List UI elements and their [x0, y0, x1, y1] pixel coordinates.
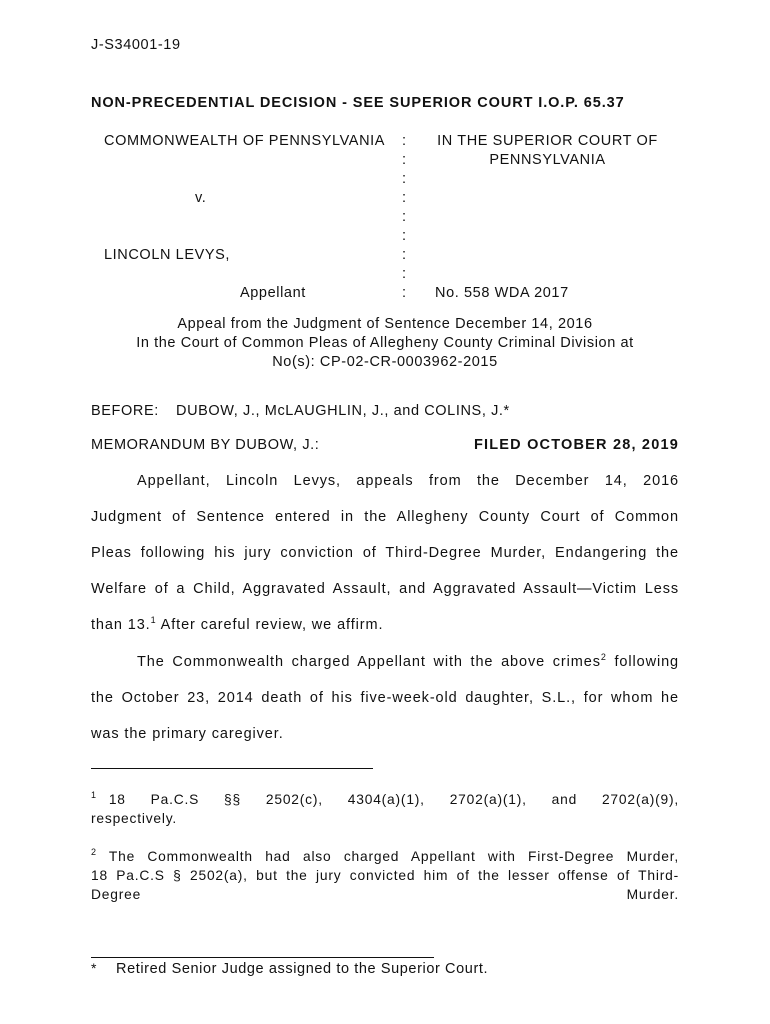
paragraph-line: Judgment of Sentence entered in the Allegheny County Court of Common [91, 509, 679, 525]
caption-defendant-role: Appellant [240, 285, 306, 301]
before-label: BEFORE: [91, 403, 159, 419]
non-precedential-notice: NON-PRECEDENTIAL DECISION - SEE SUPERIOR COURT I.O.P. 65.37 [91, 95, 625, 111]
memorandum-author: MEMORANDUM BY DUBOW, J.: [91, 437, 320, 453]
caption-docket-number: No. 558 WDA 2017 [435, 285, 569, 301]
docket-code: J-S34001-19 [91, 37, 181, 53]
paragraph-line: Appellant, Lincoln Levys, appeals from the December 14, 2016 [137, 473, 679, 489]
asterisk-mark: * [91, 960, 97, 976]
footnote-mark-2: 2 [91, 847, 97, 857]
caption-defendant: LINCOLN LEVYS, [104, 247, 231, 263]
footnote-line: $^2$ The Commonwealth had also charged Appellant with First-Degree Murder, [91, 847, 679, 864]
paragraph-line: than 13.$^1$ After careful review, we affirm. [91, 615, 384, 633]
caption-party-commonwealth: COMMONWEALTH OF PENNSYLVANIA [104, 133, 386, 149]
paragraph-line: the October 23, 2014 death of his five-week-old daughter, S.L., for whom he [91, 690, 679, 706]
paragraph-line: The Commonwealth charged Appellant with the above crimes$^2$ following [137, 652, 679, 670]
appeal-line-3: No(s): CP-02-CR-0003962-2015 [272, 354, 498, 370]
footnote-line: 18 Pa.C.S § 2502(a), but the jury convicted him of the lesser offense of Third- [91, 868, 679, 883]
appeal-line-1: Appeal from the Judgment of Sentence December 14, 2016 [177, 316, 593, 332]
paragraph-line: was the primary caregiver. [91, 726, 284, 742]
appeal-line-2: In the Court of Common Pleas of Allegheny County Criminal Division at [136, 335, 634, 351]
footnote-line: $^1$ 18 Pa.C.S §§ 2502(c), 4304(a)(1), 2702(a)(1), and 2702(a)(9), [91, 790, 679, 807]
judge-note-text: Retired Senior Judge assigned to the Superior Court. [116, 961, 489, 977]
footnote-divider [91, 768, 373, 769]
paragraph-line: Pleas following his jury conviction of Third-Degree Murder, Endangering the [91, 545, 679, 561]
caption-court-line1: IN THE SUPERIOR COURT OF [437, 133, 658, 149]
footnote-mark-1: 1 [91, 790, 97, 800]
document-page: J-S34001-19 NON-PRECEDENTIAL DECISION - SEE SUPERIOR COURT I.O.P. 65.37 COMMONWEALTH OF PENNSYLVANIA v. LINCOLN LEVYS, Appellant : : : : : : : : : IN THE SUPERIOR COURT OF PENNSYLVANIA No. 558 WDA 2017 Appeal from the Judgment of Sentence December 14, 2016 In the Court of Common Pleas of Allegheny County Criminal Division at No(s): CP-02-CR-0003962-2015 BEFORE: DUBOW, J., McLAUGHLIN, J., and COLINS, J.* MEMORANDUM BY DUBOW, J.: FILED OCTOBER 28, 2019 Appellant, Lincoln Levys, appeals from the December 14, 2016 Judgment of Sentence entered in the Allegheny County Court of Common Pleas following his jury conviction of Third-Degree Murder, Endangering the Welfare of a Child, Aggravated Assault, and Aggravated Assault—Victim Less than 13.$^1$ After careful review, we affirm. The Commonwealth charged Appellant with the above crimes$^2$ following the October 23, 2014 death of his five-week-old daughter, S.L., for whom he was the primary caregiver. $^1$ 18 Pa.C.S §§ 2502(c), 4304(a)(1), 2702(a)(1), and 2702(a)(9), respectively. $^2$ The Commonwealth had also charged Appellant with First-Degree Murder, 18 Pa.C.S § 2502(a), but the jury convicted him of the lesser offense of Third- Degree Murder. * Retired Senior Judge assigned to the Superior Court. [0, 0, 770, 1024]
before-judges: DUBOW, J., McLAUGHLIN, J., and COLINS, J.* [176, 403, 510, 419]
paragraph-line: Welfare of a Child, Aggravated Assault, and Aggravated Assault—Victim Less [91, 581, 679, 597]
footnote-line: respectively. [91, 811, 178, 826]
footnote-ref-1[interactable]: 1 [150, 615, 157, 625]
footnote-line: Degree Murder. [91, 887, 679, 902]
judge-note-divider [91, 957, 434, 958]
filed-date: FILED OCTOBER 28, 2019 [473, 437, 679, 453]
footnote-ref-2[interactable]: 2 [600, 652, 607, 662]
caption-versus: v. [195, 190, 207, 206]
caption-court-line2: PENNSYLVANIA [489, 152, 606, 168]
